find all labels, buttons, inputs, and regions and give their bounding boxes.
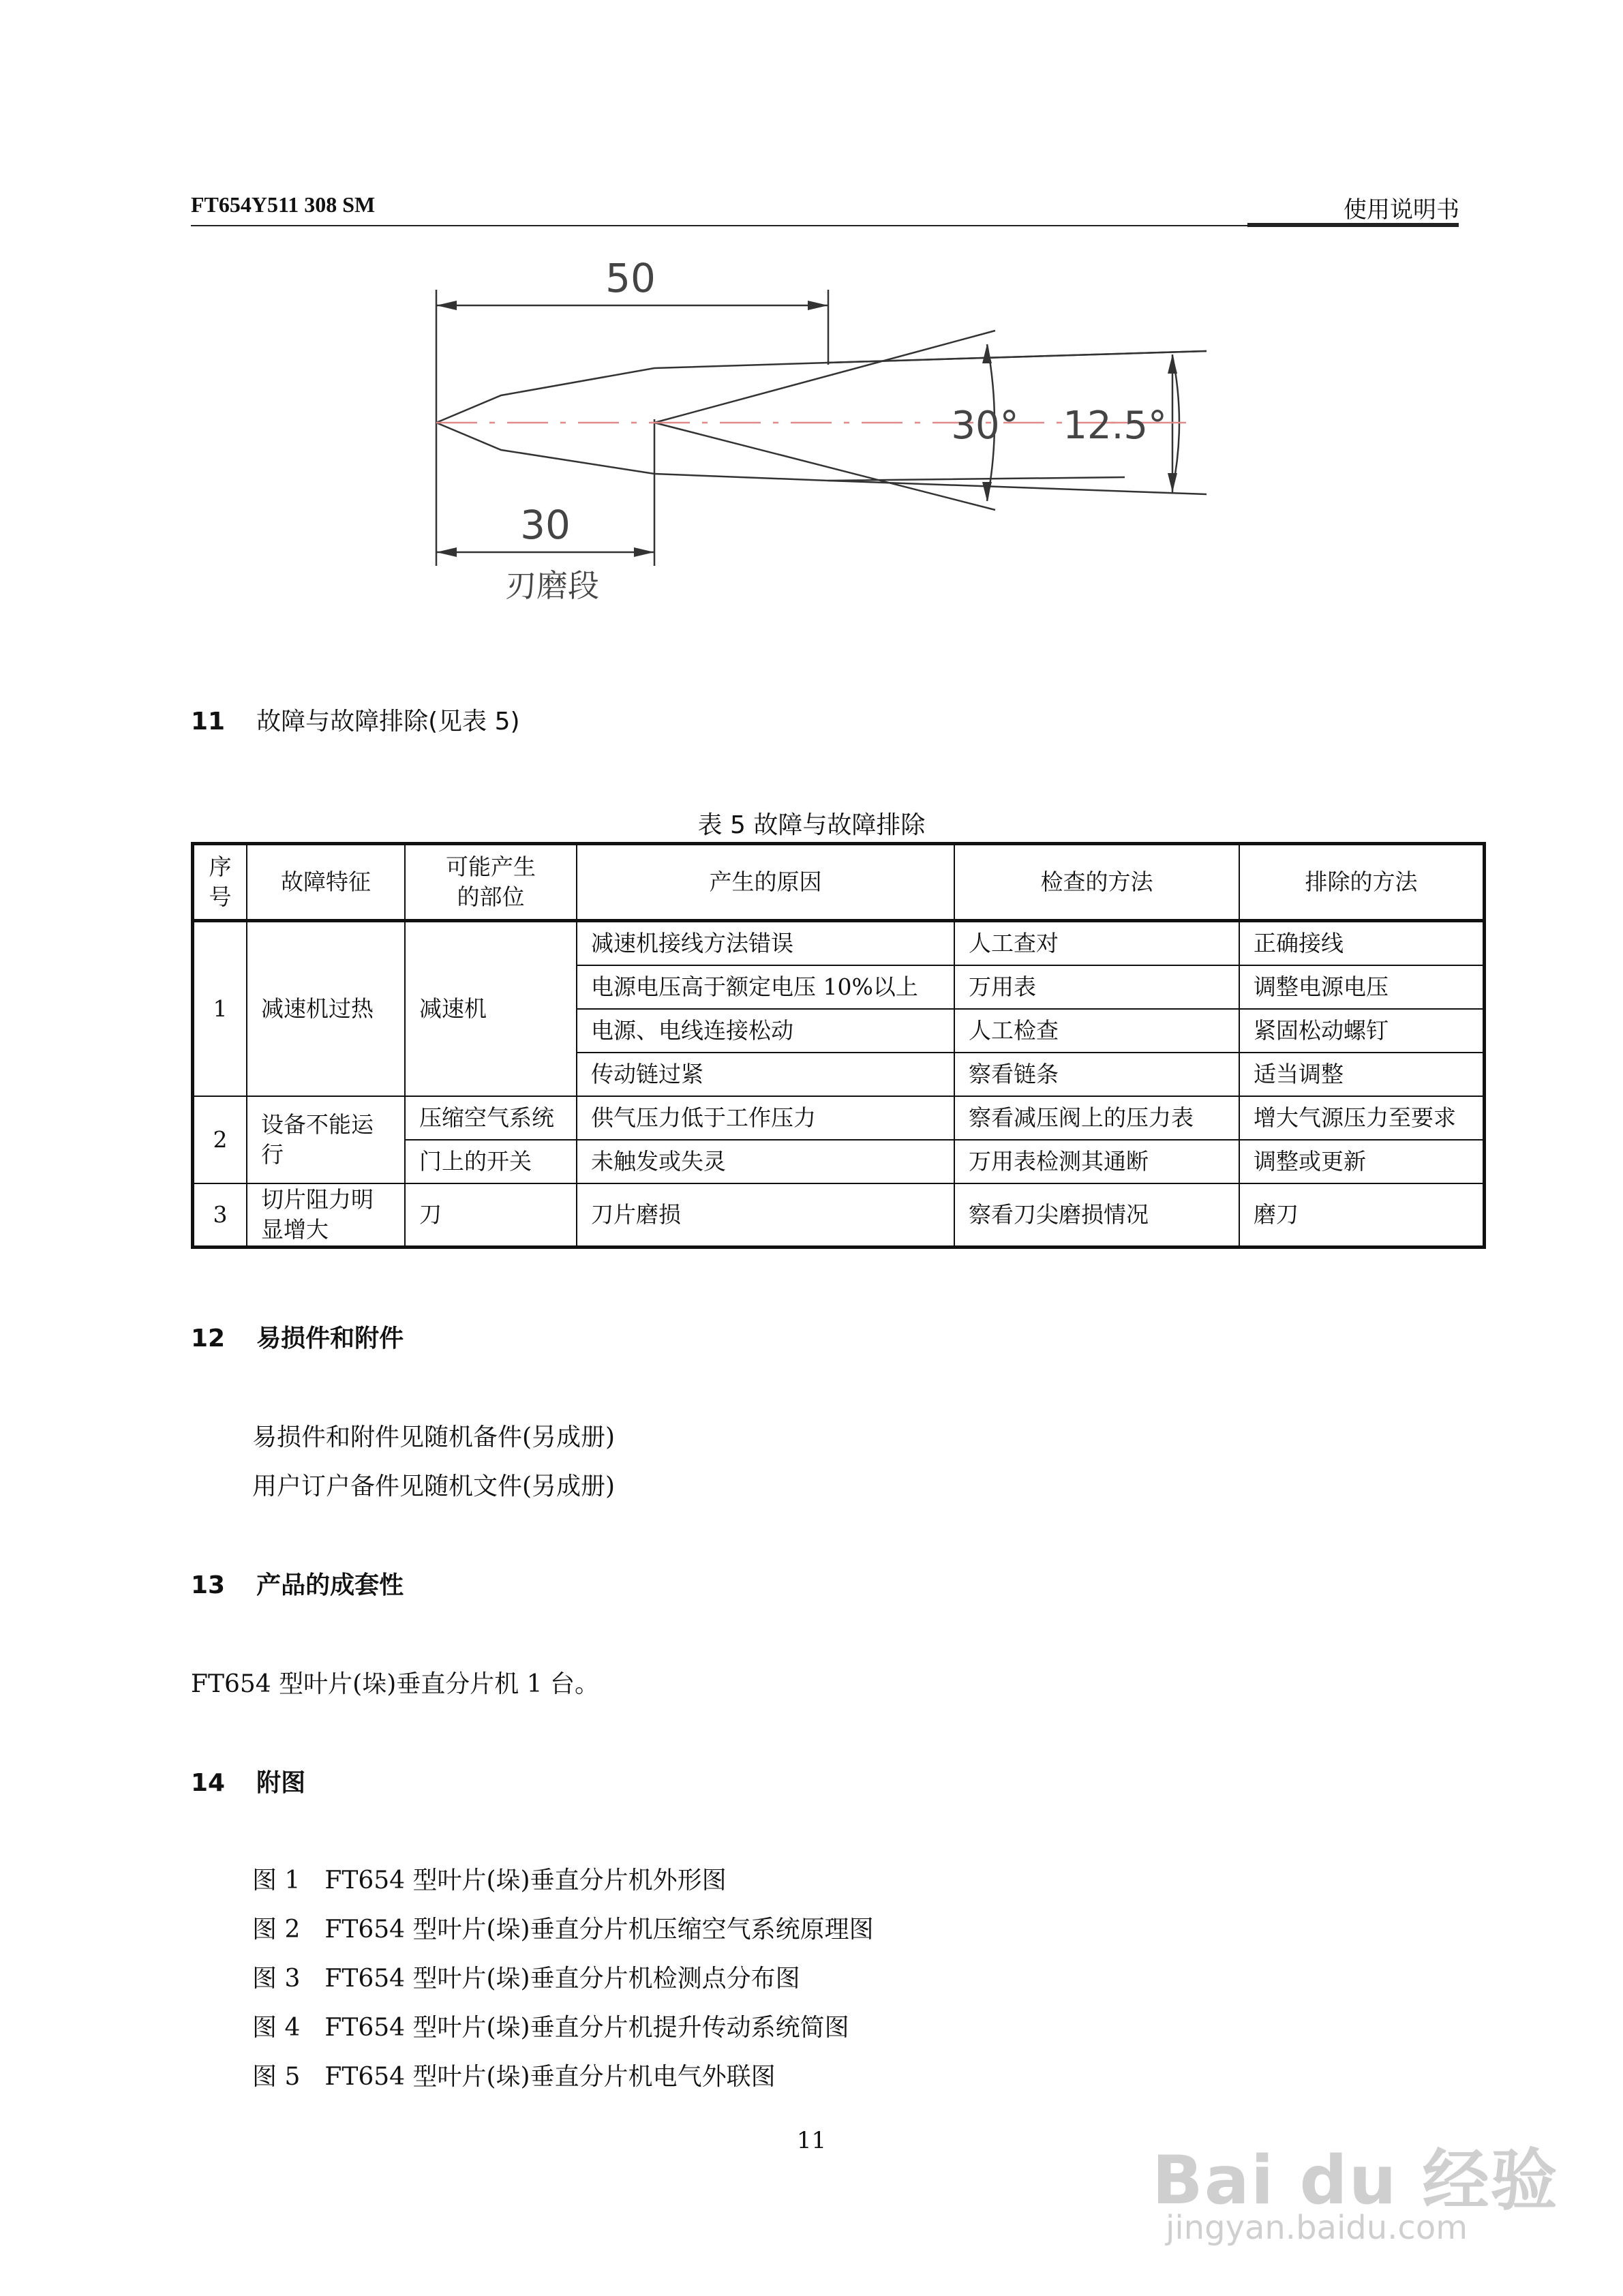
row-check: 人工查对 — [954, 921, 1239, 966]
table-row — [193, 1096, 1485, 1140]
dim-50-label: 50 — [605, 255, 656, 301]
section-13-heading — [191, 1566, 404, 1601]
figure-list-item: 图 4 FT654 型叶片(垛)垂直分片机提升传动系统简图 — [252, 2014, 849, 2042]
header-check: 检查的方法 — [954, 844, 1239, 921]
row-check: 察看刀尖磨损情况 — [954, 1183, 1239, 1248]
figure-list-item: 图 1 FT654 型叶片(垛)垂直分片机外形图 — [252, 1867, 727, 1894]
row-symptom: 设备不能运行 — [247, 1096, 405, 1183]
table-row — [193, 1183, 1485, 1248]
row-fix: 紧固松动螺钉 — [1239, 1009, 1485, 1053]
section-11-number: 11 — [191, 708, 226, 736]
row-check: 万用表检测其通断 — [954, 1140, 1239, 1183]
header-fix: 排除的方法 — [1239, 844, 1485, 921]
row-check: 万用表 — [954, 965, 1239, 1009]
section-12-line-2: 用户订户备件见随机文件(另成册) — [252, 1472, 616, 1500]
section-14-number: 14 — [191, 1769, 226, 1797]
angle-12-5-label: 12.5° — [1063, 404, 1167, 448]
header-cause: 产生的原因 — [577, 844, 954, 921]
row-cause: 电源、电线连接松动 — [577, 1009, 954, 1053]
doc-code: FT654Y511 308 SM — [191, 192, 376, 217]
row-fix: 调整或更新 — [1239, 1140, 1485, 1183]
section-12-number: 12 — [191, 1325, 226, 1353]
section-12-line-1: 易损件和附件见随机备件(另成册) — [252, 1423, 616, 1451]
fault-table — [191, 842, 1486, 1249]
row-fix: 正确接线 — [1239, 921, 1485, 966]
row-cause: 传动链过紧 — [577, 1053, 954, 1096]
row-part: 门上的开关 — [405, 1140, 577, 1183]
row-part: 减速机 — [405, 921, 577, 1097]
row-part: 刀 — [405, 1183, 577, 1248]
table-header-row — [193, 844, 1485, 921]
row-fix: 增大气源压力至要求 — [1239, 1096, 1485, 1140]
row-cause: 电源电压高于额定电压 10%以上 — [577, 965, 954, 1009]
section-12-heading — [191, 1319, 404, 1354]
table-caption: 表 5 故障与故障排除 — [697, 811, 926, 839]
section-13-text: FT654 型叶片(垛)垂直分片机 1 台。 — [191, 1670, 600, 1698]
row-check: 察看链条 — [954, 1053, 1239, 1096]
row-seq: 1 — [193, 921, 247, 1097]
section-13-title: 产品的成套性 — [256, 1571, 404, 1599]
section-13-number: 13 — [191, 1571, 226, 1599]
page-number: 11 — [796, 2127, 827, 2154]
row-seq: 3 — [193, 1183, 247, 1248]
section-11-title: 故障与故障排除(见表 5) — [256, 708, 520, 736]
section-12-title: 易损件和附件 — [256, 1325, 404, 1353]
section-11-heading — [191, 702, 520, 737]
row-cause: 减速机接线方法错误 — [577, 921, 954, 966]
row-fix: 磨刀 — [1239, 1183, 1485, 1248]
row-cause: 供气压力低于工作压力 — [577, 1096, 954, 1140]
blade-section-label: 刃磨段 — [505, 567, 599, 604]
watermark-url: jingyan.baidu.com — [1166, 2209, 1468, 2247]
figure-list-item: 图 3 FT654 型叶片(垛)垂直分片机检测点分布图 — [252, 1965, 800, 1993]
section-14-title: 附图 — [256, 1769, 306, 1797]
header-part: 可能产生 的部位 — [405, 844, 577, 921]
row-symptom: 减速机过热 — [247, 921, 405, 1097]
header-seq: 序 号 — [193, 844, 247, 921]
figure-list-item: 图 2 FT654 型叶片(垛)垂直分片机压缩空气系统原理图 — [252, 1916, 874, 1944]
row-cause: 刀片磨损 — [577, 1183, 954, 1248]
row-check: 察看减压阀上的压力表 — [954, 1096, 1239, 1140]
header-symptom: 故障特征 — [247, 844, 405, 921]
row-symptom: 切片阻力明显增大 — [247, 1183, 405, 1248]
dim-30-label: 30 — [520, 502, 571, 548]
section-14-heading — [191, 1764, 305, 1798]
figure-list-item: 图 5 FT654 型叶片(垛)垂直分片机电气外联图 — [252, 2063, 776, 2091]
blade-drawing — [0, 0, 1623, 654]
row-seq: 2 — [193, 1096, 247, 1183]
row-fix: 调整电源电压 — [1239, 965, 1485, 1009]
row-check: 人工检查 — [954, 1009, 1239, 1053]
angle-30-label: 30° — [951, 404, 1019, 448]
doc-type: 使用说明书 — [1344, 196, 1459, 224]
row-cause: 未触发或失灵 — [577, 1140, 954, 1183]
row-fix: 适当调整 — [1239, 1053, 1485, 1096]
watermark — [1152, 2127, 1559, 2247]
watermark-logo: Bai du 经验 — [1152, 2142, 1559, 2220]
row-part: 压缩空气系统 — [405, 1096, 577, 1140]
table-row — [193, 921, 1485, 966]
